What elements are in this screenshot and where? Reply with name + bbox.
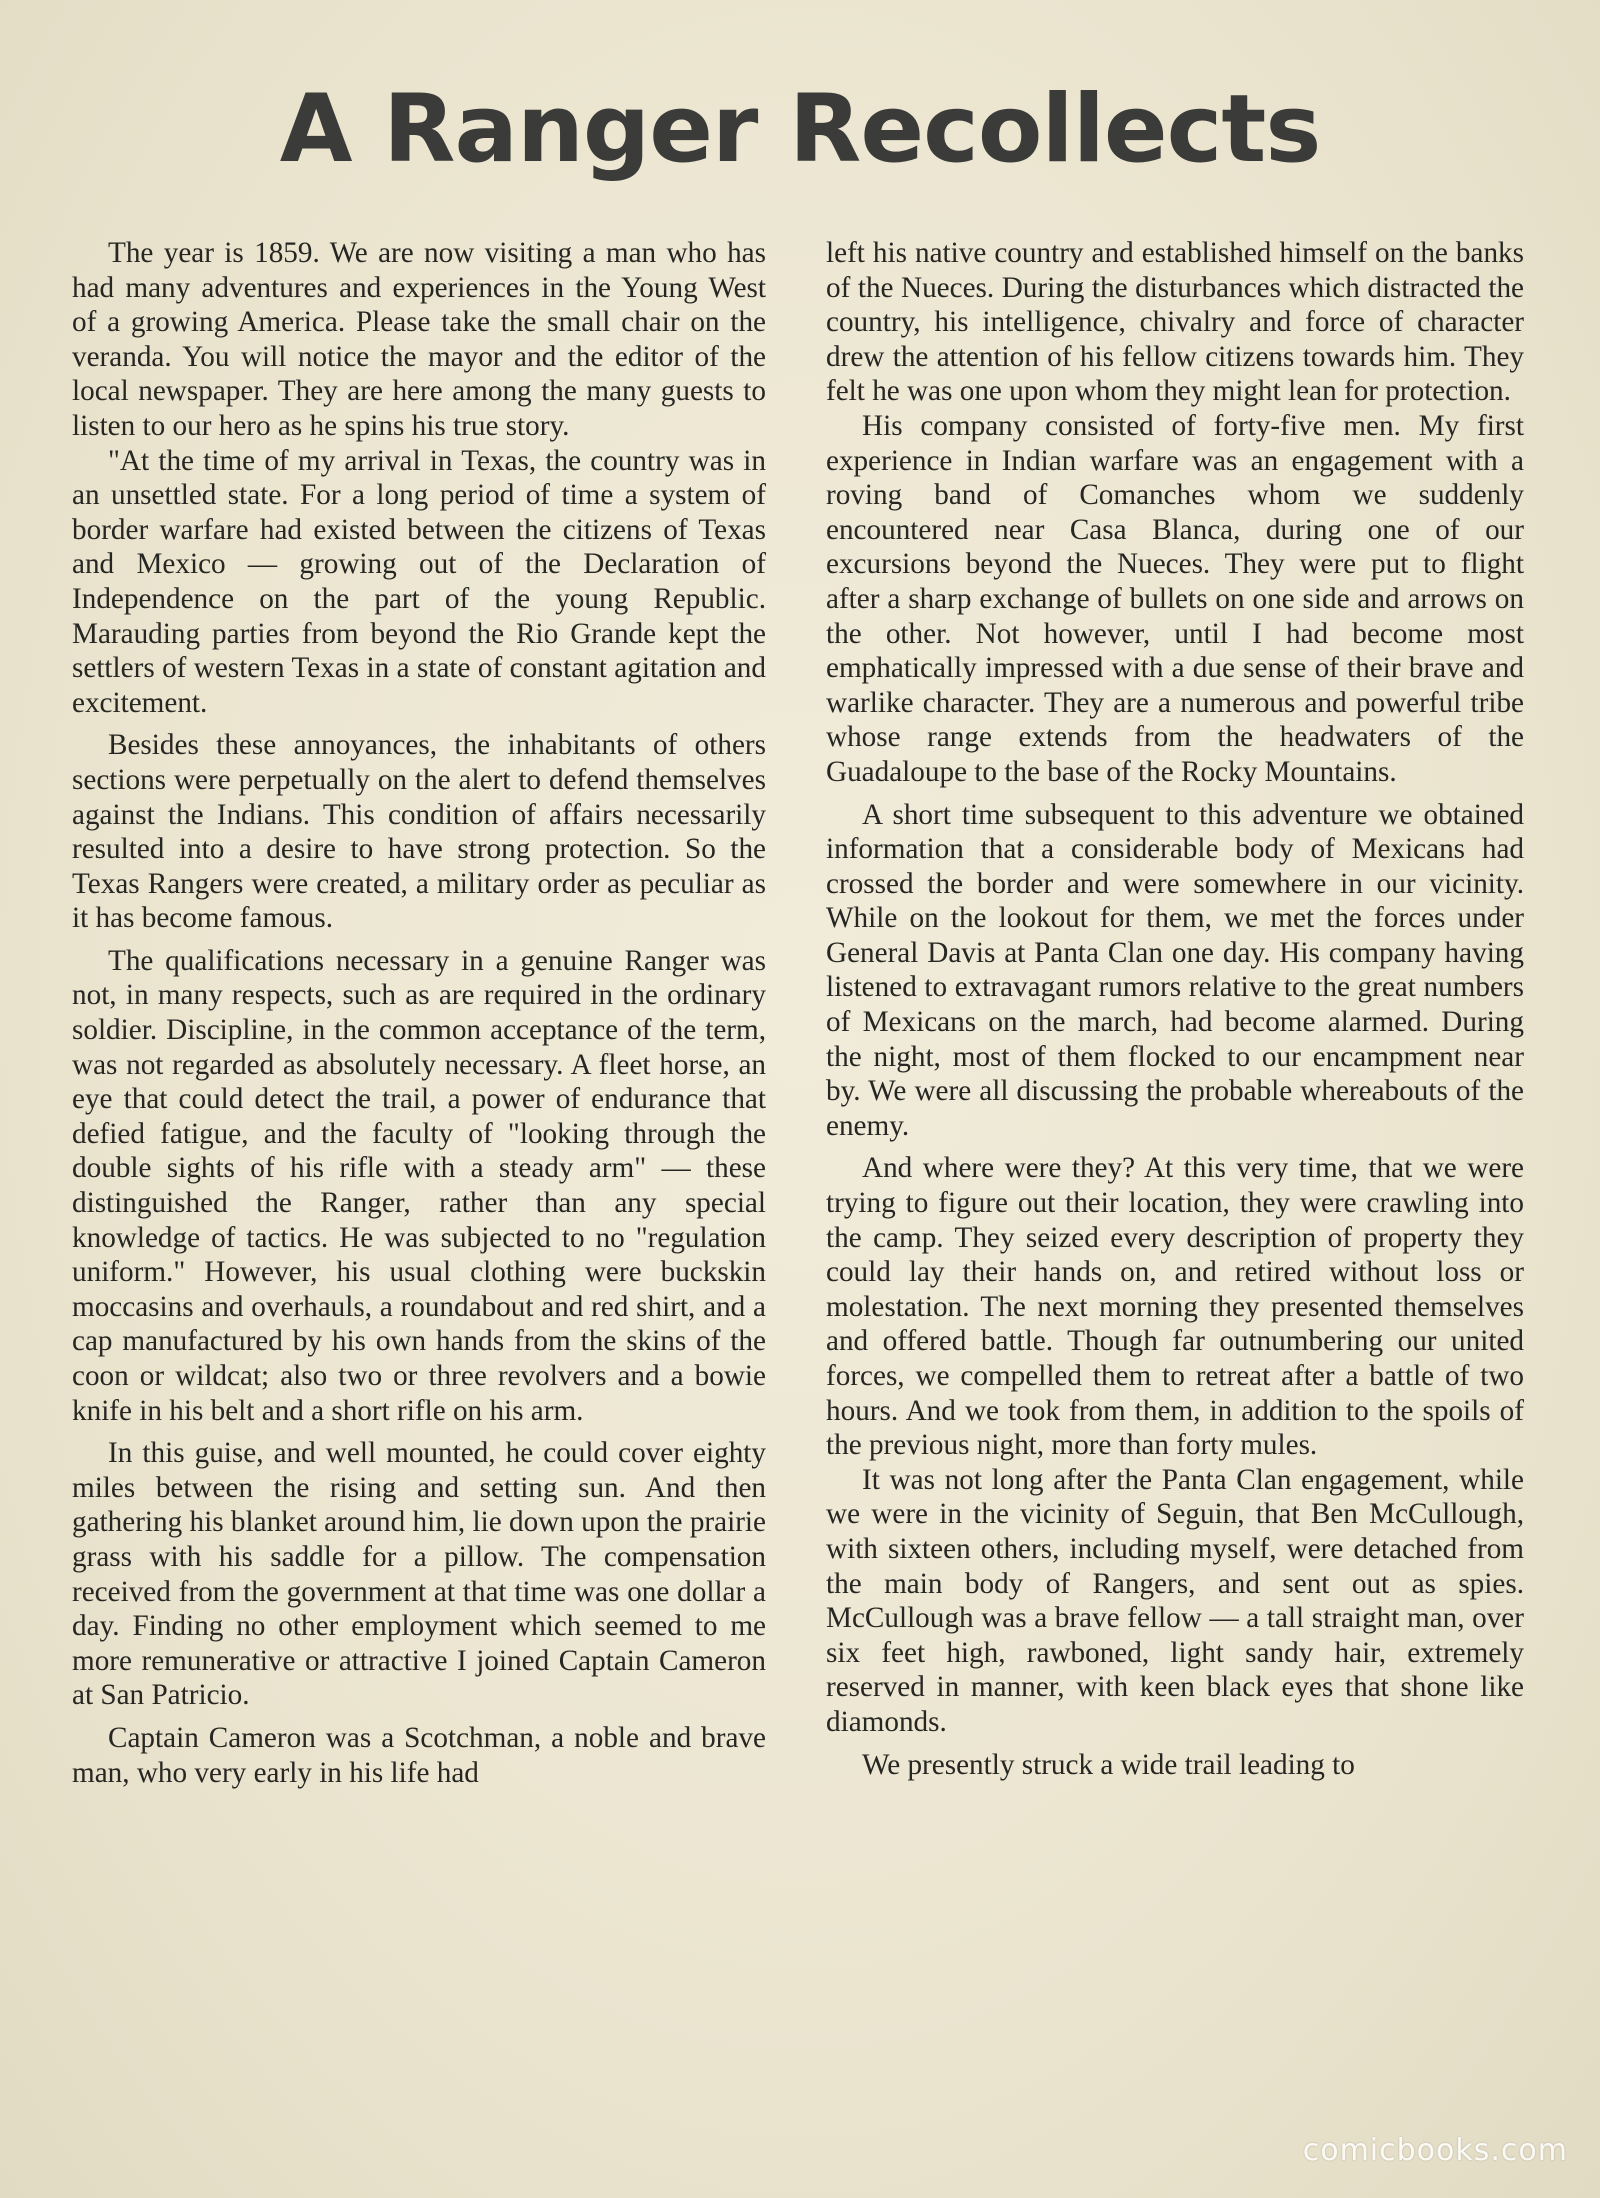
paragraph: And where were they? At this very time, that we were trying to figure out their location, they were crawling into the camp. They seized every description of property they could lay their hands on, and retired without loss or molestation. The next morning they presented themselves and offered battle. Though far outnumbering our united forces, we compelled them to retreat after a battle of two hours. And we took from them, in addition to the spoils of the previous night, more than forty mules. <box>826 1152 1524 1462</box>
paragraph: Besides these annoyances, the inhabitants of others sections were perpetually on the alert to defend themselves against the Indians. This condition of affairs necessarily resulted into a desire to have strong protection. So the Texas Rangers were created, a military order as peculiar as it has become famous. <box>72 729 766 935</box>
paragraph: A short time subsequent to this adventure we obtained information that a considerable body of Mexicans had crossed the border and were somewhere in our vicinity. While on the lookout for them, we met the forces under General Davis at Panta Clan one day. His company having listened to extravagant rumors relative to the great numbers of Mexicans on the march, had become alarmed. During the night, most of them flocked to our encampment near by. We were all discussing the probable whereabouts of the enemy. <box>826 798 1524 1142</box>
paragraph: The year is 1859. We are now visiting a man who has had many adventures and experiences in the Young West of a growing America. Please take the small chair on the veranda. You will notice the mayor and the editor of the local newspaper. They are here among the many guests to listen to our hero as he spins his true story. <box>72 237 766 442</box>
left-column <box>72 236 766 1790</box>
paragraph: "At the time of my arrival in Texas, the country was in an unsettled state. For a long period of time a system of border warfare had existed between the citizens of Texas and Mexico — growing out of the Declaration of Independence on the part of the young Republic. Marauding parties from beyond the Rio Grande kept the settlers of western Texas in a state of constant agitation and excitement. <box>72 444 766 719</box>
paragraph: It was not long after the Panta Clan engagement, while we were in the vicinity of Seguin, that Ben McCullough, with sixteen others, including myself, were detached from the main body of Rangers, and sent out as spies. McCullough was a brave fellow — a tall straight man, over six feet high, rawboned, light sandy hair, extremely reserved in manner, with keen black eyes that shone like diamonds. <box>826 1463 1524 1738</box>
article-title: A Ranger Recollects <box>279 75 1321 184</box>
watermark: comicbooks.com <box>1302 2133 1568 2168</box>
paragraph: His company consisted of forty-five men. My first experience in Indian warfare was an engagement with a roving band of Comanches whom we suddenly encountered near Casa Blanca, during one of our excursions beyond the Nueces. They were put to flight after a sharp exchange of bullets on one side and arrows on the other. Not however, until I had become most emphatically impressed with a due sense of their brave and warlike character. They are a numerous and powerful tribe whose range extends from the headwaters of the Guadaloupe to the base of the Rocky Mountains. <box>826 409 1524 788</box>
right-column <box>826 236 1524 1782</box>
paragraph: The qualifications necessary in a genuine Ranger was not, in many respects, such as are required in the ordinary soldier. Discipline, in the common acceptance of the term, was not regarded as absolutely necessary. A fleet horse, an eye that could detect the trail, a power of endurance that defied fatigue, and the faculty of "looking through the double sights of his rifle with a steady arm" — these distinguished the Ranger, rather than any special knowledge of tactics. He was subjected to no "regulation uniform." However, his usual clothing were buckskin moccasins and overhauls, a roundabout and red shirt, and a cap manufactured by his own hands from the skins of the coon or wildcat; also two or three revolvers and a bowie knife in his belt and a short rifle on his arm. <box>72 944 766 1427</box>
paragraph: We presently struck a wide trail leading to <box>862 1748 1355 1781</box>
paragraph: Captain Cameron was a Scotchman, a noble and brave man, who very early in his life had <box>72 1721 766 1789</box>
paragraph: left his native country and established himself on the banks of the Nueces. During the disturbances which distracted the country, his intelligence, chivalry and force of character drew the attention of his fellow citizens towards him. They felt he was one upon whom they might lean for protection. <box>826 237 1524 408</box>
paragraph: In this guise, and well mounted, he could cover eighty miles between the rising and setting sun. And then gathering his blanket around him, lie down upon the prairie grass with his saddle for a pillow. The compensation received from the government at that time was one dollar a day. Finding no other employment which seemed to me more remunerative or attractive I joined Captain Cameron at San Patricio. <box>72 1437 766 1712</box>
